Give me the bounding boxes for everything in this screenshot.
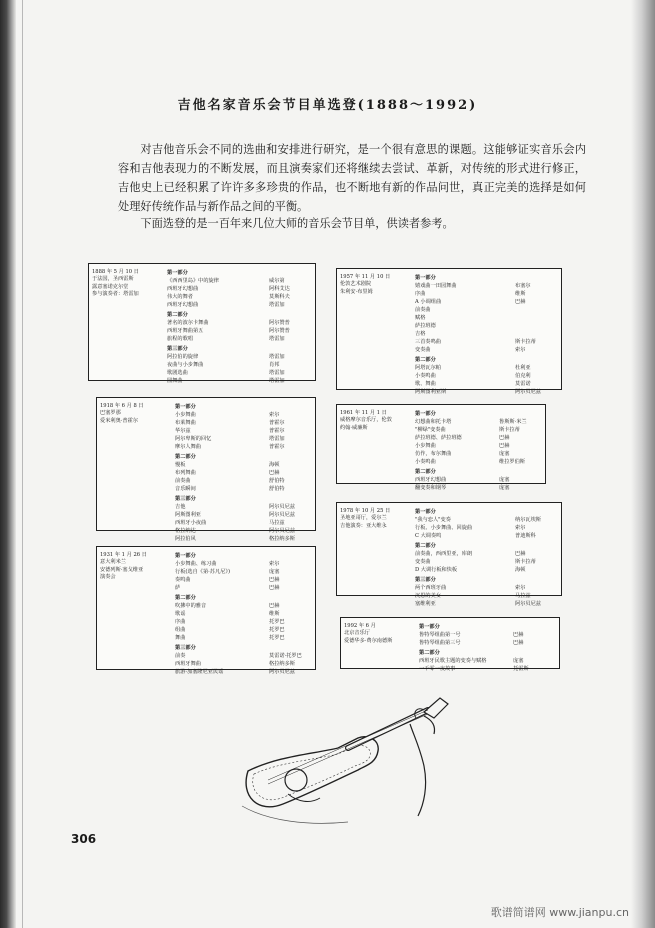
- composer-name: 塔雷加: [269, 354, 285, 360]
- program-item: [415, 566, 557, 574]
- piece-title: 《西西里岛》中的旋律: [167, 278, 219, 284]
- composer-name: 托雷斯: [513, 666, 529, 672]
- piece-title: 前奏: [175, 653, 186, 659]
- program-header: [92, 269, 164, 299]
- composer-name: 巴赫: [269, 603, 280, 609]
- book-spine-shadow: [0, 0, 16, 928]
- program-section-title: 第一部分: [175, 553, 196, 559]
- program-item: [175, 618, 311, 626]
- piece-title: 一千零一夜故事: [419, 666, 456, 672]
- composer-name: 庞塞: [499, 451, 510, 457]
- composer-name: 庞塞: [499, 485, 510, 491]
- program-date: 1992 年 6 月: [344, 623, 376, 629]
- piece-title: 仿作，布尔舞曲: [415, 451, 452, 457]
- program-item: [175, 576, 311, 584]
- program-item: [415, 298, 557, 306]
- program-item: [175, 652, 311, 660]
- composer-name: 马拉兹: [269, 520, 285, 526]
- program-item: [415, 418, 541, 426]
- program-header: [340, 508, 412, 530]
- intro-paragraph: 对吉他音乐会不同的选曲和安排进行研究，是一个很有意思的课题。这能够证实音乐会内容和吉他表现力的不断发展，而且演奏家们还将继续去尝试、革新，对传统的形式进行修正，吉他史上已经积累了许许多多珍贵的作品，也不断地有新的作品问世，真正完美的选择是如何处理好传统作品与新作品之间的平衡。: [118, 143, 586, 213]
- piece-title: 组曲: [175, 627, 186, 633]
- composer-name: 巴赫: [515, 551, 526, 557]
- composer-name: 塔雷加: [269, 370, 285, 376]
- program-list: [419, 621, 555, 673]
- program-venue-line: 参与演奏者：塔雷加: [92, 291, 139, 298]
- program-item: [175, 668, 311, 676]
- program-item: [167, 335, 311, 343]
- piece-title: 行板(选自《第·苏凡尼》): [175, 569, 230, 575]
- composer-name: 伯克利: [515, 373, 531, 379]
- program-section-title: 第一部分: [415, 411, 436, 417]
- program-item: [415, 346, 557, 354]
- program-item: [167, 301, 311, 309]
- program-venue-line: 安德列斯·塞戈维亚: [100, 566, 144, 573]
- program-item: [415, 584, 557, 592]
- program-item: [415, 338, 557, 346]
- program-header: [344, 623, 416, 645]
- composer-name: 庞塞: [269, 569, 280, 575]
- program-item: [175, 443, 311, 451]
- composer-name: 索尔: [515, 347, 526, 353]
- piece-title: 小步舞曲: [175, 412, 196, 418]
- piece-title: 舞曲: [175, 635, 186, 641]
- composer-name: 普霍尔: [269, 444, 285, 450]
- composer-name: 巴赫: [499, 443, 510, 449]
- program-1978: [336, 502, 562, 607]
- piece-title: 前奏曲，西西里亚，库朗: [415, 551, 473, 557]
- program-venue-line: 演奏会: [100, 574, 116, 581]
- page-edge-shadow: [631, 0, 655, 928]
- program-item: [175, 535, 311, 543]
- program-item: [415, 532, 557, 540]
- program-item: [175, 435, 311, 443]
- composer-name: 塔雷加: [269, 302, 285, 308]
- program-section-title: 第二部分: [175, 454, 196, 460]
- program-venue-line: 吉他演奏：亚大维永: [340, 522, 387, 529]
- program-venue-line: 爱米利奥·普霍尔: [100, 417, 138, 424]
- program-item: [415, 592, 557, 600]
- program-item: [415, 484, 541, 492]
- program-item: [415, 364, 557, 372]
- piece-title: 歌、舞曲: [415, 381, 436, 387]
- program-item: [415, 380, 557, 388]
- program-1957: [336, 268, 562, 395]
- program-venue-line: 巴塞罗那: [100, 410, 121, 417]
- program-date: 1888 年 5 月 10 日: [92, 269, 139, 275]
- composer-name: 阿尔贝尼兹: [269, 528, 295, 534]
- program-section-title: 第三部分: [415, 577, 436, 583]
- program-section-title: 第二部分: [167, 312, 188, 318]
- program-venue-line: 露意塞诺克尔堂: [92, 283, 129, 290]
- program-header: [100, 552, 172, 582]
- composer-name: 阿尔贝尼兹: [269, 669, 295, 675]
- program-item: [175, 602, 311, 610]
- composer-name: 斯卡拉蒂: [515, 559, 536, 565]
- piece-title: 布莱舞曲: [175, 420, 196, 426]
- piece-title: 序曲: [415, 291, 426, 297]
- composer-name: 巴赫: [513, 632, 524, 638]
- program-section-title: 第二部分: [415, 357, 436, 363]
- piece-title: 阿斯图利亚: [175, 512, 201, 518]
- composer-name: [515, 330, 557, 338]
- program-section-title: 第一部分: [167, 270, 188, 276]
- program-item: [415, 330, 557, 338]
- piece-title: 西班牙民歌主题的变奏与赋格: [419, 658, 487, 664]
- composer-name: 维斯: [515, 291, 526, 297]
- program-section-title: 第三部分: [175, 496, 196, 502]
- composer-name: 索尔: [269, 412, 280, 418]
- composer-name: 格拉纳多斯: [269, 661, 295, 667]
- program-item: [175, 411, 311, 419]
- composer-name: 普迪斯科: [515, 533, 536, 539]
- composer-name: 莫雷诺·托罗巴: [269, 653, 302, 659]
- program-item: [167, 319, 311, 327]
- program-list: [415, 408, 541, 492]
- program-header: [340, 274, 412, 296]
- piece-title: 华尔兹: [175, 428, 191, 434]
- program-item: [175, 519, 311, 527]
- piece-title: 小步舞曲、练习曲: [175, 561, 217, 567]
- program-item: [415, 600, 557, 608]
- guitar-illustration: [228, 676, 478, 836]
- program-header: [100, 403, 172, 425]
- piece-title: 前奏曲: [415, 307, 431, 313]
- piece-title: D 大调行板和快板: [415, 567, 458, 573]
- program-item: [175, 503, 311, 511]
- piece-title: 阿拉伯风: [175, 536, 196, 542]
- program-item: [415, 314, 557, 322]
- piece-title: 旅程的歌唱: [167, 336, 193, 342]
- piece-title: 慢板: [175, 462, 186, 468]
- composer-name: 巴赫: [499, 435, 510, 441]
- program-item: [175, 477, 311, 485]
- program-date: 1918 年 6 月 8 日: [100, 403, 144, 409]
- program-list: [415, 506, 557, 608]
- composer-name: 杜利亚: [515, 365, 531, 371]
- composer-name: 巴赫: [515, 299, 526, 305]
- program-item: [175, 610, 311, 618]
- composer-name: [515, 306, 557, 314]
- program-header: [340, 410, 412, 432]
- piece-title: 萨: [175, 585, 181, 591]
- piece-title: 塞维利亚: [415, 601, 436, 607]
- piece-title: 三首奏鸣曲: [415, 339, 441, 345]
- piece-title: 歌剧选曲: [167, 370, 188, 376]
- composer-name: 舒伯特: [269, 478, 285, 484]
- piece-title: 阿尔卑斯的回忆: [175, 436, 212, 442]
- program-date: 1931 年 1 月 26 日: [100, 552, 147, 558]
- piece-title: 翻变奏和钢琴: [415, 485, 447, 491]
- program-item: [415, 550, 557, 558]
- composer-name: 海顿: [269, 462, 280, 468]
- piece-title: 萨拉班德: [415, 323, 436, 329]
- program-list: [415, 272, 557, 396]
- composer-name: 阿尔贝尼兹: [269, 504, 295, 510]
- piece-title: 旅游·加塞隆尼亚民谣: [175, 669, 224, 675]
- composer-name: 格拉纳多斯: [269, 536, 295, 542]
- program-item: [175, 584, 311, 592]
- program-item: [415, 524, 557, 532]
- program-date: 1961 年 11 月 1 日: [340, 410, 387, 416]
- program-section-title: 第二部分: [415, 469, 436, 475]
- program-section-title: 第二部分: [175, 595, 196, 601]
- composer-name: 鲁斯斯·米兰: [499, 419, 527, 425]
- piece-title: 吹拂中的雅音: [175, 603, 207, 609]
- program-item: [167, 293, 311, 301]
- program-section-title: 第一部分: [415, 509, 436, 515]
- program-item: [415, 450, 541, 458]
- composer-name: 庞塞: [513, 658, 524, 664]
- piece-title: 嬉戏曲一田园舞曲: [415, 283, 457, 289]
- piece-title: 两个西班牙曲: [415, 585, 447, 591]
- piece-title: 西班牙幻想曲: [415, 477, 447, 483]
- composer-name: 纳尔瓦埃斯: [515, 517, 541, 523]
- program-item: [415, 442, 541, 450]
- composer-name: 莫斯科夫: [269, 294, 290, 300]
- program-item: [415, 388, 557, 396]
- program-1992: [340, 617, 560, 672]
- program-item: [415, 558, 557, 566]
- program-item: [167, 377, 311, 385]
- program-venue-line: 威格摩尔音乐厅，伦敦: [340, 417, 392, 424]
- piece-title: 小奏鸣曲: [415, 373, 436, 379]
- piece-title: 布列舞曲: [175, 470, 196, 476]
- program-item: [175, 660, 311, 668]
- program-section-title: 第二部分: [419, 650, 440, 656]
- program-item: [175, 568, 311, 576]
- program-section-title: 第一部分: [419, 624, 440, 630]
- program-item: [419, 665, 555, 673]
- piece-title: C 大调奏鸣: [415, 533, 442, 539]
- program-list: [175, 550, 311, 676]
- program-section-title: 第三部分: [167, 346, 188, 352]
- program-item: [415, 434, 541, 442]
- piece-title: 萨拉班德、萨拉班德: [415, 435, 462, 441]
- program-item: [415, 282, 557, 290]
- composer-name: 肖邦: [269, 362, 280, 368]
- program-item: [415, 476, 541, 484]
- piece-title: 歌谣: [175, 611, 186, 617]
- piece-title: 摩尔人舞曲: [175, 444, 201, 450]
- composer-name: 巴赫: [269, 585, 280, 591]
- piece-title: "柳绿"变奏曲: [415, 427, 446, 433]
- composer-name: 阿尔赞普: [269, 320, 290, 326]
- piece-title: 奏鸣曲: [175, 577, 191, 583]
- program-item: [415, 372, 557, 380]
- piece-title: 西班牙幻想曲: [167, 286, 199, 292]
- composer-name: 布塞尔: [515, 283, 531, 289]
- piece-title: 音乐瞬间: [175, 486, 196, 492]
- watermark: 歌谱简谱网 www.jianpu.cn: [490, 906, 629, 919]
- piece-title: 鲁特琴组曲第一号: [419, 632, 461, 638]
- page-number: 306: [71, 832, 97, 846]
- program-item: [167, 369, 311, 377]
- composer-name: 莫雷诺: [515, 381, 531, 387]
- program-venue-line: 意大利米兰: [100, 559, 126, 566]
- intro-paragraph-2: 下面选登的是一百年来几位大师的音乐会节目单，供读者参考。: [140, 217, 454, 230]
- composer-name: 巴赫: [269, 577, 280, 583]
- program-venue-line: 于法国，圣西雷斯: [92, 276, 134, 283]
- program-item: [415, 322, 557, 330]
- program-item: [167, 353, 311, 361]
- program-venue-line: 圣地亚哥厅，爱尔兰: [340, 515, 387, 522]
- program-item: [175, 634, 311, 642]
- program-item: [419, 657, 555, 665]
- composer-name: 维斯: [269, 611, 280, 617]
- piece-title: 西班牙幻想曲: [167, 302, 199, 308]
- program-item: [175, 511, 311, 519]
- program-item: [175, 485, 311, 493]
- piece-title: 吉他: [175, 504, 186, 510]
- composer-name: 托罗巴: [269, 635, 285, 641]
- program-item: [415, 458, 541, 466]
- program-section-title: 第三部分: [175, 645, 196, 651]
- piece-title: 赋格: [415, 315, 426, 321]
- program-item: [415, 290, 557, 298]
- program-item: [175, 527, 311, 535]
- composer-name: [515, 314, 557, 322]
- composer-name: 普霍尔: [269, 420, 285, 426]
- composer-name: 阿尔贝尼兹: [269, 512, 295, 518]
- piece-title: 变奏曲: [415, 559, 431, 565]
- composer-name: 马拉兹: [515, 593, 531, 599]
- program-item: [167, 277, 311, 285]
- composer-name: 巴赫: [269, 470, 280, 476]
- piece-title: 格拉纳达: [175, 528, 196, 534]
- program-venue-line: 爱德华多·费尔南德斯: [344, 637, 393, 644]
- composer-name: 塔雷加: [269, 436, 285, 442]
- piece-title: 前奏曲: [175, 478, 191, 484]
- program-item: [167, 285, 311, 293]
- piece-title: 伟大的舞者: [167, 294, 193, 300]
- program-1918: [96, 397, 316, 542]
- program-item: [175, 469, 311, 477]
- piece-title: "我与恋人"变奏: [415, 517, 451, 523]
- program-venue-line: 伦敦艺术剧院: [340, 281, 372, 288]
- piece-title: 西班牙舞曲第五: [167, 328, 204, 334]
- piece-title: 吉格: [415, 331, 426, 337]
- piece-title: 小步舞曲: [415, 443, 436, 449]
- composer-name: 舒伯特: [269, 486, 285, 492]
- piece-title: A 小调组曲: [415, 299, 442, 305]
- program-item: [175, 427, 311, 435]
- program-list: [175, 401, 311, 543]
- composer-name: 巴赫: [513, 640, 524, 646]
- composer-name: 托罗巴: [269, 627, 285, 633]
- program-date: 1957 年 11 月 10 日: [340, 274, 391, 280]
- program-item: [175, 419, 311, 427]
- composer-name: 托罗巴: [269, 619, 285, 625]
- program-item: [175, 626, 311, 634]
- program-section-title: 第一部分: [415, 275, 436, 281]
- program-venue-line: 朱利安·布里姆: [340, 288, 373, 295]
- composer-name: 普霍尔: [269, 428, 285, 434]
- piece-title: 圆舞曲: [167, 378, 183, 384]
- program-section-title: 第二部分: [415, 543, 436, 549]
- piece-title: 小奏鸣曲: [415, 459, 436, 465]
- piece-title: 西班牙舞曲: [175, 661, 201, 667]
- page-title: 吉他名家音乐会节目单选登(1888～1992): [177, 98, 478, 113]
- composer-name: 索尔: [515, 525, 526, 531]
- program-1888: [88, 263, 316, 384]
- composer-name: 阿尔贝尼兹: [515, 389, 541, 395]
- composer-name: 阿尔赞普: [269, 328, 290, 334]
- program-item: [415, 426, 541, 434]
- program-1961: [336, 404, 546, 491]
- composer-name: 塔雷加: [269, 336, 285, 342]
- composer-name: [515, 322, 557, 330]
- piece-title: 沉思的美女: [415, 593, 441, 599]
- composer-name: 斯卡拉蒂: [515, 339, 536, 345]
- program-venue-line: 北京音乐厅: [344, 630, 370, 637]
- piece-title: 著名的波尔卡舞曲: [167, 320, 209, 326]
- program-item: [175, 560, 311, 568]
- composer-name: 斯卡拉蒂: [499, 427, 520, 433]
- program-1931: [96, 546, 316, 675]
- composer-name: 塔雷加: [269, 378, 285, 384]
- piece-title: 阿斯图利亚斯: [415, 389, 447, 395]
- piece-title: 鲁特琴组曲第三号: [419, 640, 461, 646]
- program-item: [167, 327, 311, 335]
- piece-title: 幻想曲和托卡塔: [415, 419, 452, 425]
- program-item: [415, 306, 557, 314]
- composer-name: 索尔: [269, 561, 280, 567]
- piece-title: 行板、小步舞曲、回旋曲: [415, 525, 473, 531]
- composer-name: 海顿: [515, 567, 526, 573]
- program-item: [419, 631, 555, 639]
- composer-name: 阿尔贝尼兹: [515, 601, 541, 607]
- piece-title: 西班牙小夜曲: [175, 520, 207, 526]
- piece-title: 序曲: [175, 619, 186, 625]
- binding-line: [22, 0, 23, 928]
- composer-name: 威尔第: [269, 278, 285, 284]
- composer-name: 阿科艾达: [269, 286, 290, 292]
- program-item: [167, 361, 311, 369]
- program-list: [167, 267, 311, 385]
- program-venue-line: 约翰·威廉斯: [340, 424, 368, 431]
- program-item: [419, 639, 555, 647]
- composer-name: 维拉罗伯斯: [499, 459, 525, 465]
- piece-title: 变奏曲: [415, 347, 431, 353]
- program-section-title: 第一部分: [175, 404, 196, 410]
- composer-name: 庞塞: [499, 477, 510, 483]
- program-item: [415, 516, 557, 524]
- piece-title: 夜曲与小步舞曲: [167, 362, 204, 368]
- piece-title: 阿拉伯的旋律: [167, 354, 199, 360]
- piece-title: 阿塔瓦尔帕: [415, 365, 441, 371]
- program-item: [175, 461, 311, 469]
- composer-name: 索尔: [515, 585, 526, 591]
- program-date: 1978 年 10 月 25 日: [340, 508, 391, 514]
